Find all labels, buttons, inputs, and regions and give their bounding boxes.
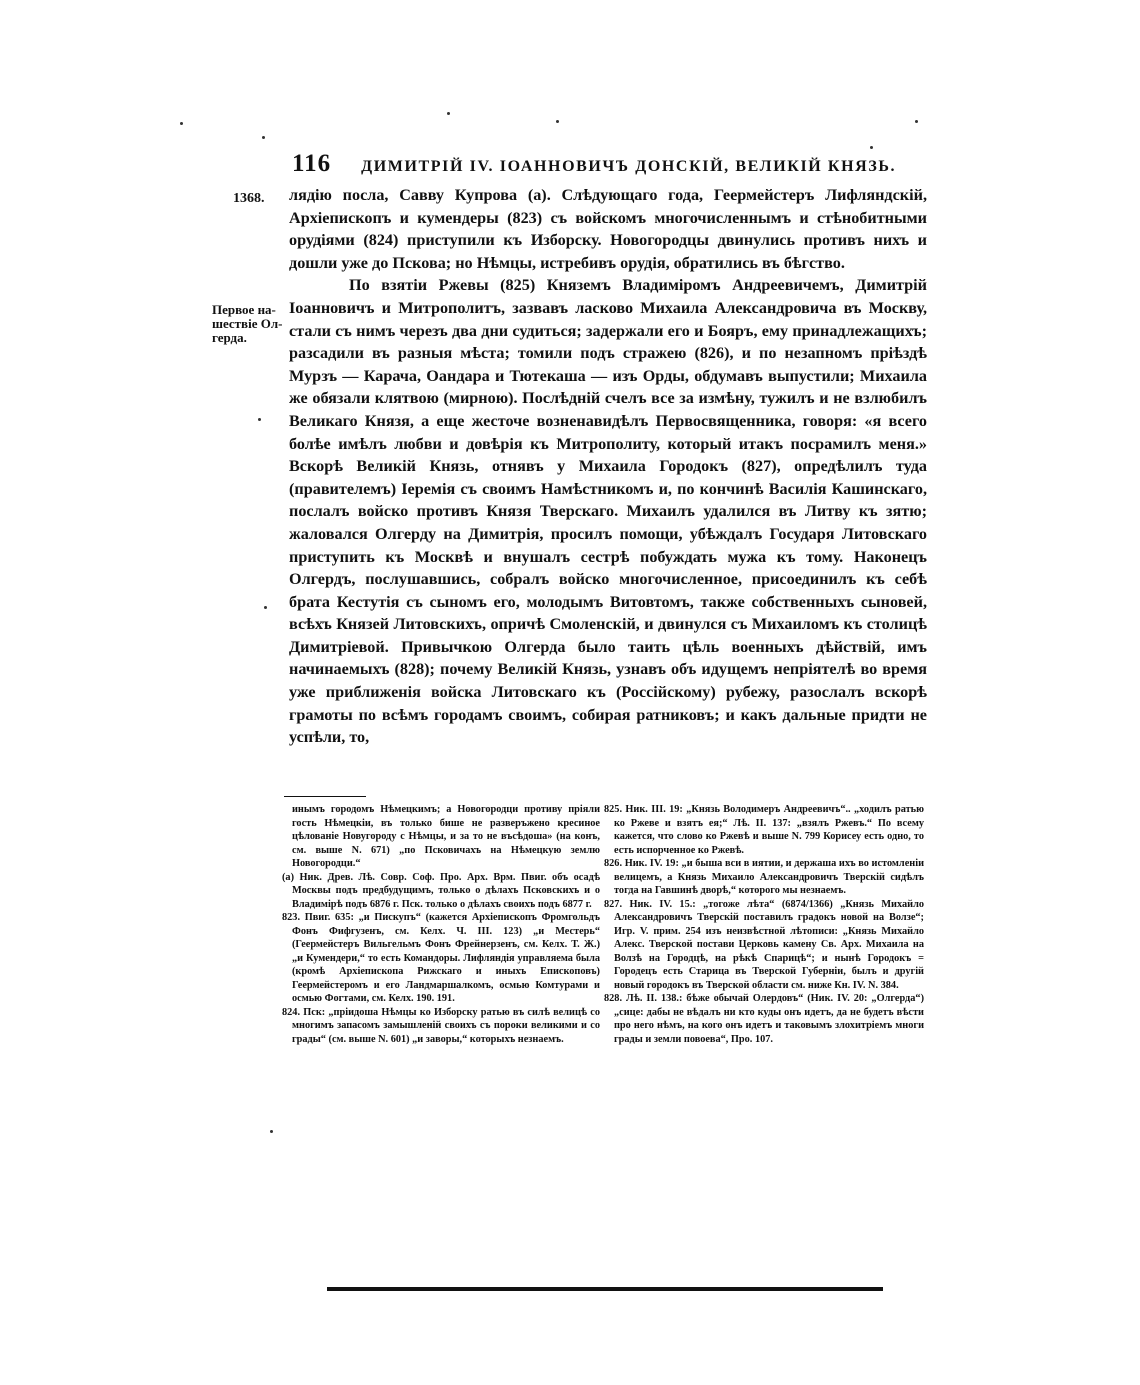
footnote-text: инымъ городомъ Нѣмецкимъ; а Новогородци противу прiяли гость Нѣмецкiи, въ только бише не разверъжено кресиное цѣлованіе Новугороду с Нѣмцы, и за то не въсѣдоша» (на конъ, см. выше N. 671) „по Псковичахъ на Нѣмецкую землю Новогородци.“ xyxy=(292,804,600,869)
footnote-label: 825. xyxy=(604,804,623,815)
scan-speck xyxy=(264,606,267,609)
footnote xyxy=(282,911,600,1006)
footnote xyxy=(282,871,600,912)
footnote xyxy=(604,992,924,1046)
footnote-text: Ник. III. 19: „Князь Володимеръ Андреевичъ“.. „ходилъ ратью ко Ржеве и взятъ ея;“ Лѣ. II. 137: „взялъ Ржевъ.“ По всему кажется, что слово ко Ржевѣ и выше N. 799 Корисеу есть одно, то есть испорченное ко Ржевѣ. xyxy=(614,804,924,856)
footnote-divider xyxy=(284,796,366,797)
footnote-text: Лѣ. II. 138.: бѣже обычай Олердовъ“ (Ник. IV. 20: „Олгерда“) „сице: дабы не вѣдалъ ни кто куды онъ идетъ, да не будетъ вѣсти про него нѣмъ, на кого онъ идетъ и таковымъ злохитріемъ многи грады и земли повоева“, Про. 107. xyxy=(614,993,924,1045)
scan-speck xyxy=(258,418,261,421)
footnote xyxy=(604,857,924,898)
scan-speck xyxy=(870,146,873,149)
footnote-text: Ник. Древ. Лѣ. Совр. Соф. Про. Арх. Врм. Пвиг. объ осадѣ Москвы подъ предбудущимъ, только о дѣлахъ Псковскихъ и о Владимірѣ подъ 6876 г. Пск. только о дѣлахъ своихъ подъ 6877 г. xyxy=(292,871,600,910)
scan-speck xyxy=(915,120,918,123)
scan-speck xyxy=(556,120,559,123)
footnote-label: 827. xyxy=(604,898,623,910)
bottom-rule xyxy=(327,1287,883,1291)
footnote-label: 823. xyxy=(282,912,301,923)
footnote-label: 826. xyxy=(604,858,623,869)
paragraph: По взятіи Ржевы (825) Княземъ Владиміромъ Андреевичемъ, Димитрій Іоанновичъ и Митрополитъ, зазвавъ ласково Михаила Александровича въ Москву, стали съ нимъ черезъ два дни судиться; задержали его и Бояръ, ему принадлежащихъ; разсадили въ разныя мѣста; томили подъ стражею (826), и по незапномъ пріѣздѣ Мурзъ — Карача, Оандара и Тютекаша — изъ Орды, обдумавъ выпустили; Михаила же обязали клятвою (мирною). Послѣдній счелъ все за измѣну, тужилъ и не взлюбилъ Великаго Князя, а еще жесточе возненавидѣлъ Первосвященника, говоря: «я всего болѣе имѣлъ любви и довѣрія къ Митрополиту, который итакъ посрамилъ меня.» Вскорѣ Великій Князь, отнявъ у Михаила Городокъ (827), опредѣлилъ туда (правителемъ) Іеремія съ своимъ Намѣстникомъ и, по кончинѣ Василія Кашинскаго, послалъ войско противъ Князя Тверскаго. Михаилъ удалился въ Литву къ зятю; жаловался Олгерду на Димитрія, просилъ помощи, убѣждалъ Государя Литовскаго приступить къ Москвѣ и внушалъ сестрѣ побуждать мужа къ тому. Наконецъ Олгердъ, послушавшись, собралъ войско многочисленное, присоединилъ къ себѣ брата Кестутія съ сыномъ его, молодымъ Витовтомъ, также собственныхъ сыновей, всѣхъ Князей Литовскихъ, опричѣ Смоленскій, и двинулся съ Михаиломъ къ столицѣ Димитріевой. Привычкою Олгерда было таить цѣль военныхъ дѣйствій, имъ начинаемыхъ (828); почему Великій Князь, узнавъ объ идущемъ непріятелѣ во время уже приближенія войска Литовскаго къ (Россійскому) рубежу, разослалъ вскорѣ грамоты по всѣмъ городамъ своимъ, собирая ратниковъ; и какъ дальные придти не успѣли, то, xyxy=(289,276,927,747)
footnote-label: (а) xyxy=(282,871,295,883)
running-head: ДИМИТРІЙ IV. ІОАННОВИЧЪ ДОНСКІЙ, ВЕЛИКІЙ КНЯЗЬ. xyxy=(361,158,897,175)
footnotes-right-column xyxy=(604,803,924,1046)
footnote-text: Ник. IV. 19: „и быша вси в иятии, и держаша ихъ во истомленіи велицемъ, а Князь Михаило Александровичъ Тверскій сидѣлъ тогда на Гавшинѣ дворѣ,“ которого мы незнаемъ. xyxy=(614,858,925,896)
footnotes-left-column xyxy=(282,803,600,1046)
footnote xyxy=(604,898,924,993)
footnote xyxy=(282,1006,600,1047)
footnote-text: Ник. IV. 15.: „тогоже лѣта“ (6874/1366) „Князь Михайло Александровичъ Тверскій поставилъ градокъ новой на Волзе“; Игр. V. прим. 254 изъ неизвѣстной лѣтописи: „Князь Михайло Алекс. Тверской постави Церковь камену Св. Арх. Михаила на Волзѣ на Городцѣ, на рѣкѣ Спарицѣ“; и нынѣ Городокъ = Городецъ есть Старица въ Тверской Губерніи, былъ и другій новый городокъ въ Тверской области см. ниже Кн. IV. N. 384. xyxy=(614,898,924,991)
margin-year: 1368. xyxy=(233,191,265,206)
margin-note-first-invasion: Первое на-шествіе Ол-герда. xyxy=(212,302,283,345)
footnote-label: 828. xyxy=(604,993,623,1004)
scan-speck xyxy=(180,122,183,125)
footnote xyxy=(282,803,600,871)
page-header xyxy=(292,150,912,182)
page-number: 116 xyxy=(292,150,332,177)
footnote xyxy=(604,803,924,857)
main-text xyxy=(289,184,927,749)
paragraph: лядію посла, Савву Купрова (а). Слѣдующаго года, Геермейстеръ Лифляндскій, Архіепископъ и кумендеры (823) съ войскомъ многочисленнымъ и стѣнобитными орудіями (824) приступили къ Изборску. Новогородцы двинулись противъ нихъ и дошли уже до Пскова; но Нѣмцы, истребивъ орудія, обратились въ бѣгство. xyxy=(289,186,927,272)
scan-speck xyxy=(447,112,450,115)
footnote-text: Пвиг. 635: „и Пискупъ“ (кажется Архіепископъ Фромгольдъ Фонъ Фифгузенъ, см. Келх. Ч. III. 123) „и Местерь“ (Геермейстеръ Вильгельмъ Фонъ Фрейнерзенъ, см. Келх. Т. Ж.) „и Кумендери,“ то есть Командоры. Лифляндія управляема была (кромѣ Архіепископа Рижскаго и иныхъ Епископовъ) Геермейстеромъ и его Ландмаршалкомъ, осмью Комтурами и осмью Фогтами, см. Келх. 190. 191. xyxy=(292,912,600,1004)
scan-speck xyxy=(270,1130,273,1133)
footnote-text: Пск: „прiидоша Нѣмцы ко Изборску ратью въ силѣ велицѣ со многимъ запасомъ замышленій своихъ съ пороки великими и со грады“ (см. выше N. 601) „и заворы,“ которыхъ незнаемъ. xyxy=(292,1006,600,1045)
footnote-label: 824. xyxy=(282,1006,301,1018)
scan-speck xyxy=(262,136,265,139)
